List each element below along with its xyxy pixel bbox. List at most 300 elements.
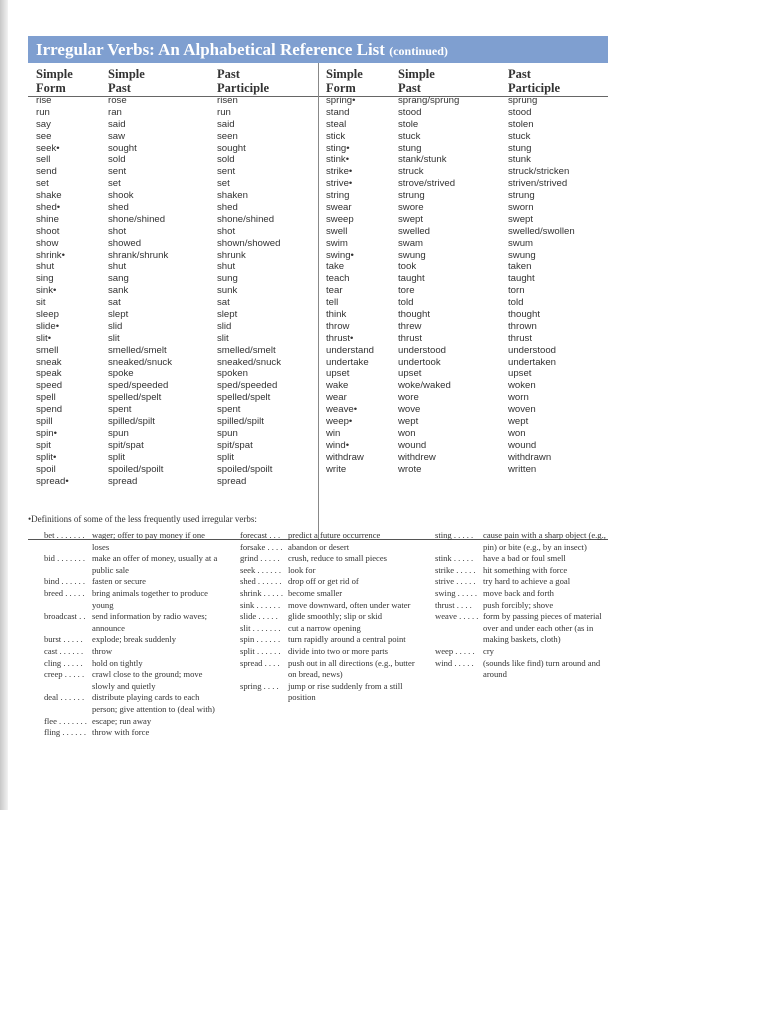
- definition-entry: [224, 623, 420, 635]
- definition-term: split . . . . . .: [240, 645, 281, 656]
- definition-term: creep . . . . .: [44, 669, 85, 680]
- definition-term: sting . . . . .: [435, 530, 474, 540]
- definition-entry: [224, 646, 420, 658]
- verb-cell: upset: [398, 368, 422, 380]
- verb-cell: sit: [36, 297, 46, 309]
- verb-cell: swell: [326, 225, 348, 237]
- page-title: [28, 36, 608, 63]
- verb-cell: shaken: [217, 190, 248, 202]
- definition-term: cast . . . . . .: [44, 645, 84, 656]
- verb-cell: seen: [217, 130, 238, 142]
- verb-cell: spit: [36, 439, 51, 451]
- verb-cell: stunk: [508, 154, 531, 166]
- definition-text: wager; offer to pay money if one loses: [92, 530, 205, 552]
- definition-text: move downward, often under water: [288, 599, 411, 610]
- verb-cell: smelled/smelt: [217, 344, 276, 356]
- verb-cell: sprang/sprung: [398, 95, 460, 106]
- definition-term: forecast . . .: [240, 530, 281, 540]
- definition-term: flee . . . . . . .: [44, 715, 87, 726]
- definition-entry: [224, 588, 420, 600]
- verb-cell: shed: [217, 202, 238, 214]
- verb-cell: sped/speeded: [108, 380, 169, 392]
- verb-cell: spelled/spelt: [217, 392, 271, 404]
- definition-text: make an offer of money, usually at a public sale: [92, 553, 218, 575]
- verb-cell: thrown: [508, 320, 537, 332]
- verb-cell: struck: [398, 166, 424, 178]
- definitions-section: [28, 514, 618, 738]
- verb-cell: spit/spat: [217, 439, 253, 451]
- verb-cell: taught: [508, 273, 535, 285]
- verb-cell: torn: [508, 285, 525, 297]
- definition-text: divide into two or more parts: [288, 645, 389, 656]
- definition-entry: [419, 576, 615, 588]
- definition-term: fling . . . . . .: [44, 727, 87, 738]
- verb-cell: thrust: [508, 332, 532, 344]
- verb-cell: won: [398, 427, 416, 439]
- verb-cell: slit•: [36, 332, 52, 344]
- definition-entry: [224, 576, 420, 588]
- verb-cell: wind•: [326, 439, 350, 451]
- verb-cell: won: [508, 427, 526, 439]
- verb-cell: spread: [217, 475, 247, 487]
- definition-text: cause pain with a sharp object (e.g., pin) or bite (e.g., by an insect): [483, 530, 606, 552]
- verb-cell: sent: [217, 166, 236, 178]
- left-simple-form-list: [36, 95, 106, 487]
- verb-cell: swore: [398, 202, 424, 214]
- verb-cell: wear: [326, 392, 347, 404]
- definitions-heading: •Definitions of some of the less frequently used irregular verbs:: [28, 514, 257, 524]
- verb-cell: sweep: [326, 213, 354, 225]
- verb-cell: spill: [36, 416, 53, 428]
- verb-cell: tell: [326, 297, 339, 309]
- verb-cell: sent: [108, 166, 127, 178]
- right-simple-past-column: [398, 63, 506, 476]
- definition-term: stink . . . . .: [435, 553, 474, 564]
- definition-entry: [419, 553, 615, 565]
- verb-cell: shrunk: [217, 249, 246, 261]
- verb-cell: swing•: [326, 249, 354, 261]
- right-simple-past-list: [398, 95, 506, 476]
- verb-cell: spilled/spilt: [217, 416, 264, 428]
- right-past-participle-column: [508, 63, 608, 476]
- definition-entry: [419, 611, 615, 646]
- verb-cell: stood: [398, 106, 422, 118]
- verb-cell: thought: [508, 309, 541, 321]
- definition-entry: [28, 727, 224, 739]
- definition-text: cry: [483, 645, 494, 656]
- verb-cell: told: [508, 297, 524, 309]
- definition-term: shed . . . . . .: [240, 576, 282, 587]
- verb-cell: smell: [36, 344, 59, 356]
- definition-term: sink . . . . . .: [240, 599, 281, 610]
- verb-cell: spoiled/spoilt: [108, 463, 164, 475]
- verb-cell: sworn: [508, 202, 534, 214]
- definition-entry: [28, 716, 224, 728]
- verb-cell: taught: [398, 273, 425, 285]
- verb-cell: sleep: [36, 309, 59, 321]
- definition-term: deal . . . . . .: [44, 692, 85, 703]
- verb-cell: thrust•: [326, 332, 354, 344]
- definition-term: bid . . . . . . .: [44, 553, 86, 564]
- title-sub: (continued): [389, 44, 448, 58]
- definitions-column-2: [224, 530, 420, 704]
- definition-text: look for: [288, 564, 316, 575]
- verb-cell: split•: [36, 451, 57, 463]
- verb-cell: stank/stunk: [398, 154, 447, 166]
- definition-term: grind . . . . .: [240, 553, 280, 564]
- definition-entry: [224, 634, 420, 646]
- verb-cell: withdraw: [326, 451, 364, 463]
- verb-cell: sold: [217, 154, 235, 166]
- verb-cell: shed•: [36, 202, 61, 214]
- verb-cell: sink•: [36, 285, 57, 297]
- verb-cell: throw: [326, 320, 350, 332]
- table-divider: [318, 63, 319, 539]
- verb-cell: shrink•: [36, 249, 65, 261]
- verb-cell: stuck: [398, 130, 421, 142]
- verb-cell: steal: [326, 118, 347, 130]
- definition-term: burst . . . . .: [44, 634, 83, 645]
- verb-cell: spin•: [36, 427, 57, 439]
- verb-cell: stand: [326, 106, 350, 118]
- definition-text: throw with force: [92, 727, 150, 738]
- definition-entry: [224, 553, 420, 565]
- verb-cell: shone/shined: [108, 213, 166, 225]
- verb-cell: wake: [326, 380, 349, 392]
- verb-cell: take: [326, 261, 345, 273]
- verb-cell: sought: [108, 142, 137, 154]
- definition-entry: [224, 658, 420, 681]
- verb-cell: shone/shined: [217, 213, 275, 225]
- verb-cell: swam: [398, 237, 424, 249]
- definition-entry: [224, 600, 420, 612]
- verb-cell: seek•: [36, 142, 60, 154]
- column-header: Simple Past: [108, 67, 145, 95]
- definition-text: push forcibly; shove: [483, 599, 554, 610]
- right-past-participle-list: [508, 95, 608, 476]
- verb-cell: took: [398, 261, 417, 273]
- verb-cell: written: [508, 463, 537, 475]
- verb-cell: see: [36, 130, 52, 142]
- verb-cell: worn: [508, 392, 529, 404]
- column-header: Past Participle: [508, 67, 561, 95]
- verb-cell: wound: [398, 439, 427, 451]
- verb-cell: spend: [36, 404, 63, 416]
- definition-entry: [419, 600, 615, 612]
- definition-entry: [28, 658, 224, 670]
- verb-cell: said: [217, 118, 235, 130]
- definition-term: spring . . . .: [240, 680, 279, 691]
- verb-cell: say: [36, 118, 51, 130]
- verb-cell: slept: [108, 309, 129, 321]
- verb-cell: string: [326, 190, 350, 202]
- definition-text: crush, reduce to small pieces: [288, 553, 388, 564]
- verb-cell: set: [217, 178, 230, 190]
- verb-cell: split: [108, 451, 126, 463]
- definition-text: send information by radio waves; announce: [92, 611, 208, 633]
- verb-cell: strike•: [326, 166, 353, 178]
- definition-entry: [419, 565, 615, 577]
- verb-cell: run: [36, 106, 50, 118]
- definition-term: strike . . . . .: [435, 564, 476, 575]
- definition-entry: [224, 611, 420, 623]
- verb-cell: wept: [508, 416, 529, 428]
- verb-cell: wove: [398, 404, 421, 416]
- verb-cell: stung: [398, 142, 422, 154]
- verb-cell: sneaked/snuck: [217, 356, 281, 368]
- verb-cell: slit: [108, 332, 120, 344]
- definition-entry: [419, 530, 615, 553]
- verb-cell: set: [108, 178, 121, 190]
- definition-entry: [224, 681, 420, 704]
- verb-cell: sped/speeded: [217, 380, 278, 392]
- column-header: Simple Form: [326, 67, 363, 95]
- definition-entry: [28, 669, 224, 692]
- definition-text: hit something with force: [483, 564, 568, 575]
- verb-cell: sprung: [508, 95, 538, 106]
- verb-cell: speak: [36, 368, 62, 380]
- definition-text: have a bad or foul smell: [483, 553, 566, 564]
- left-past-participle-list: [217, 95, 317, 487]
- verb-cell: strive•: [326, 178, 353, 190]
- verb-cell: sing: [36, 273, 54, 285]
- verb-cell: spun: [217, 427, 238, 439]
- verb-cell: withdrew: [398, 451, 436, 463]
- verb-cell: shrank/shrunk: [108, 249, 169, 261]
- verb-cell: sting•: [326, 142, 350, 154]
- verb-cell: swung: [508, 249, 536, 261]
- definition-entry: [28, 611, 224, 634]
- definition-term: thrust . . . .: [435, 599, 472, 610]
- verb-cell: sold: [108, 154, 126, 166]
- definition-term: breed . . . . .: [44, 587, 85, 598]
- definition-text: predict a future occurrence: [288, 530, 381, 540]
- verb-cell: sank: [108, 285, 129, 297]
- definition-text: cut a narrow opening: [288, 622, 361, 633]
- definition-term: cling . . . . .: [44, 657, 83, 668]
- verb-cell: wrote: [398, 463, 422, 475]
- definition-text: bring animals together to produce young: [92, 587, 208, 610]
- definition-term: bet . . . . . . .: [44, 530, 85, 540]
- right-simple-form-list: [326, 95, 396, 476]
- definition-term: slide . . . . .: [240, 611, 278, 622]
- verb-cell: stole: [398, 118, 419, 130]
- definition-entry: [28, 576, 224, 588]
- verb-cell: split: [217, 451, 235, 463]
- left-simple-past-list: [108, 95, 216, 487]
- verb-cell: shut: [108, 261, 127, 273]
- verb-cell: strove/strived: [398, 178, 456, 190]
- right-simple-form-column: [326, 63, 396, 476]
- verb-cell: shine: [36, 213, 59, 225]
- definition-text: glide smoothly; slip or skid: [288, 611, 383, 622]
- verb-cell: send: [36, 166, 57, 178]
- definition-text: fasten or secure: [92, 576, 146, 587]
- verb-cell: spoil: [36, 463, 56, 475]
- definition-text: drop off or get rid of: [288, 576, 359, 587]
- definition-text: move back and forth: [483, 587, 554, 598]
- verb-cell: stolen: [508, 118, 534, 130]
- verb-cell: upset: [326, 368, 350, 380]
- definition-entry: [28, 588, 224, 611]
- definition-entry: [28, 692, 224, 715]
- verb-cell: thrust: [398, 332, 422, 344]
- definition-term: forsake . . . .: [240, 541, 283, 552]
- column-header: Simple Form: [36, 67, 73, 95]
- verb-cell: stink•: [326, 154, 350, 166]
- verb-cell: weave•: [326, 404, 358, 416]
- verb-cell: slid: [217, 320, 232, 332]
- definition-term: broadcast . .: [44, 611, 86, 622]
- definition-text: crawl close to the ground; move slowly and quietly: [92, 669, 203, 691]
- definition-text: (sounds like find) turn around and around: [483, 657, 601, 680]
- verb-cell: threw: [398, 320, 422, 332]
- page-edge-shadow: [0, 0, 8, 810]
- verb-cell: spell: [36, 392, 56, 404]
- verb-cell: swim: [326, 237, 348, 249]
- verb-cell: woke/waked: [398, 380, 451, 392]
- verb-cell: shoot: [36, 225, 60, 237]
- verb-table: [28, 63, 608, 540]
- verb-cell: shook: [108, 190, 134, 202]
- title-main: Irregular Verbs: An Alphabetical Reference List: [36, 40, 385, 59]
- verb-cell: swept: [508, 213, 534, 225]
- verb-cell: shake: [36, 190, 62, 202]
- verb-cell: write: [326, 463, 347, 475]
- verb-cell: understand: [326, 344, 375, 356]
- verb-cell: spread: [108, 475, 138, 487]
- verb-cell: strung: [398, 190, 425, 202]
- definition-text: distribute playing cards to each person; give attention to (deal with): [92, 692, 215, 714]
- verb-cell: undertaken: [508, 356, 557, 368]
- definition-text: abandon or desert: [288, 541, 350, 552]
- verb-cell: speed: [36, 380, 63, 392]
- verb-cell: said: [108, 118, 126, 130]
- definition-entry: [224, 565, 420, 577]
- verb-cell: told: [398, 297, 414, 309]
- verb-cell: shut: [217, 261, 236, 273]
- verb-cell: stick: [326, 130, 346, 142]
- verb-cell: understood: [398, 344, 447, 356]
- definition-text: throw: [92, 645, 113, 656]
- verb-cell: spent: [108, 404, 132, 416]
- verb-cell: swelled/swollen: [508, 225, 575, 237]
- verb-cell: think: [326, 309, 347, 321]
- verb-cell: win: [326, 427, 341, 439]
- verb-cell: weep•: [326, 416, 353, 428]
- definition-term: weave . . . . .: [435, 611, 479, 622]
- verb-cell: sat: [217, 297, 230, 309]
- verb-cell: shot: [217, 225, 236, 237]
- verb-cell: wept: [398, 416, 419, 428]
- verb-cell: shot: [108, 225, 127, 237]
- verb-cell: sunk: [217, 285, 238, 297]
- verb-cell: smelled/smelt: [108, 344, 167, 356]
- verb-cell: taken: [508, 261, 532, 273]
- verb-cell: swung: [398, 249, 426, 261]
- definition-text: try hard to achieve a goal: [483, 576, 571, 587]
- verb-cell: withdrawn: [508, 451, 552, 463]
- verb-cell: slept: [217, 309, 238, 321]
- verb-cell: showed: [108, 237, 142, 249]
- verb-cell: upset: [508, 368, 532, 380]
- verb-cell: sell: [36, 154, 51, 166]
- verb-cell: thought: [398, 309, 431, 321]
- verb-cell: spoiled/spoilt: [217, 463, 273, 475]
- definition-term: slit . . . . . . .: [240, 622, 281, 633]
- definition-term: spin . . . . . .: [240, 634, 281, 645]
- verb-cell: slit: [217, 332, 229, 344]
- verb-cell: run: [217, 106, 231, 118]
- definition-text: turn rapidly around a central point: [288, 634, 406, 645]
- verb-cell: woven: [508, 404, 536, 416]
- verb-cell: struck/stricken: [508, 166, 570, 178]
- verb-cell: saw: [108, 130, 126, 142]
- verb-cell: sneaked/snuck: [108, 356, 172, 368]
- verb-cell: slide•: [36, 320, 60, 332]
- verb-cell: stood: [508, 106, 532, 118]
- definition-text: push out in all directions (e.g., butter on bread, news): [288, 657, 415, 680]
- definition-term: shrink . . . . .: [240, 587, 283, 598]
- verb-cell: risen: [217, 95, 238, 106]
- verb-cell: wound: [508, 439, 537, 451]
- definitions-column-1: [28, 530, 224, 739]
- definition-text: explode; break suddenly: [92, 634, 177, 645]
- definition-text: hold on tightly: [92, 657, 143, 668]
- verb-cell: ran: [108, 106, 122, 118]
- column-header: Past Participle: [217, 67, 270, 95]
- verb-cell: spent: [217, 404, 241, 416]
- verb-cell: spelled/spelt: [108, 392, 162, 404]
- verb-cell: slid: [108, 320, 123, 332]
- left-simple-form-column: [36, 63, 106, 487]
- verb-cell: striven/strived: [508, 178, 568, 190]
- verb-cell: spring•: [326, 95, 356, 106]
- verb-cell: rise: [36, 95, 52, 106]
- verb-cell: woken: [508, 380, 536, 392]
- definition-entry: [224, 542, 420, 554]
- definition-entry: [28, 634, 224, 646]
- verb-cell: spit/spat: [108, 439, 144, 451]
- left-simple-past-column: [108, 63, 216, 487]
- verb-cell: swelled: [398, 225, 430, 237]
- verb-cell: stung: [508, 142, 532, 154]
- definition-entry: [28, 530, 224, 553]
- definition-term: spread . . . .: [240, 657, 280, 668]
- definition-entry: [28, 553, 224, 576]
- definition-entry: [224, 530, 420, 542]
- left-past-participle-column: [217, 63, 317, 487]
- verb-cell: spilled/spilt: [108, 416, 155, 428]
- verb-cell: rose: [108, 95, 127, 106]
- verb-cell: undertook: [398, 356, 441, 368]
- definitions-column-3: [419, 530, 615, 681]
- definition-term: strive . . . . .: [435, 576, 476, 587]
- definition-entry: [419, 646, 615, 658]
- verb-cell: sneak: [36, 356, 62, 368]
- verb-cell: sang: [108, 273, 129, 285]
- reference-page: [28, 36, 608, 540]
- verb-cell: sung: [217, 273, 238, 285]
- definition-entry: [28, 646, 224, 658]
- definition-entry: [419, 588, 615, 600]
- definition-text: form by passing pieces of material over and under each other (as in making baskets, cloth): [483, 611, 602, 645]
- verb-cell: teach: [326, 273, 350, 285]
- definition-term: wind . . . . .: [435, 657, 474, 668]
- verb-cell: spread•: [36, 475, 69, 487]
- definition-term: seek . . . . . .: [240, 564, 282, 575]
- verb-cell: wore: [398, 392, 419, 404]
